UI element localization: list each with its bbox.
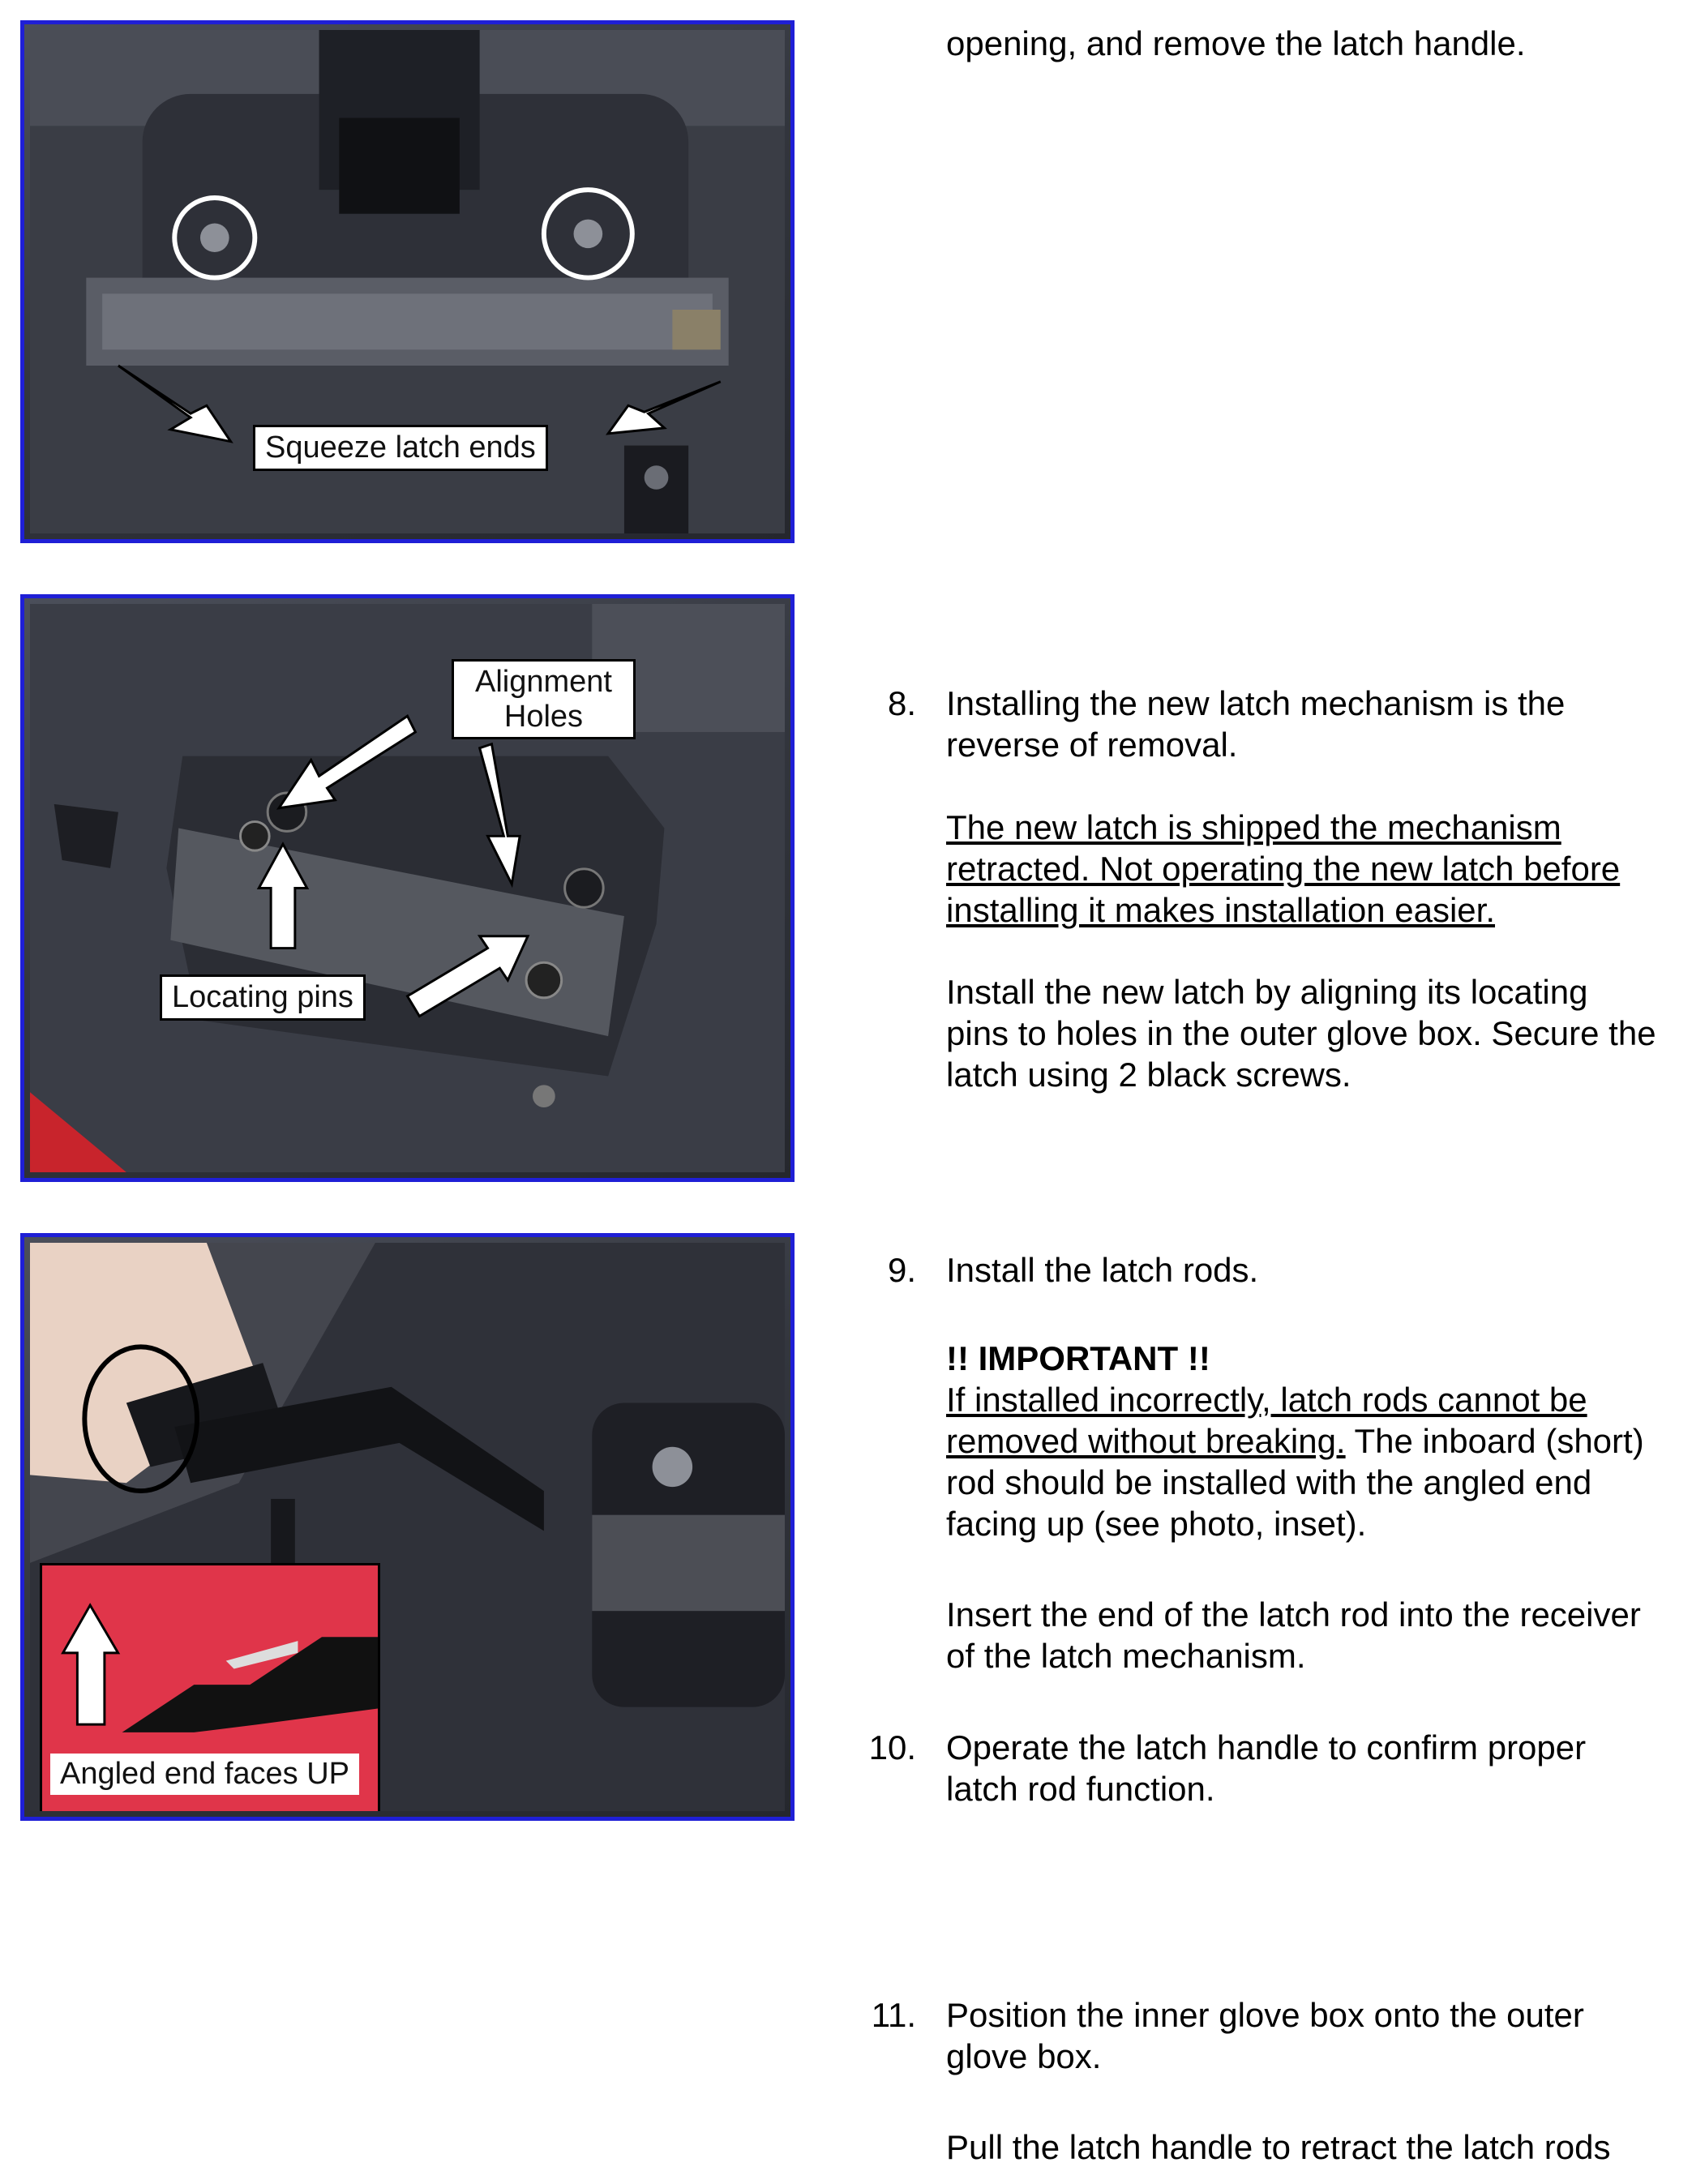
inset-angled-end <box>40 1563 380 1811</box>
photo-latch-removal <box>20 20 795 543</box>
photo-latch-rod-install <box>20 1233 795 1821</box>
step9-text: Install the latch rods. <box>946 1251 1259 1289</box>
callout-locating-pins: Locating pins <box>160 974 366 1021</box>
step11-number: 11. <box>871 1996 916 2034</box>
step8-text: Installing the new latch mechanism is the reverse of removal. <box>946 684 1566 764</box>
step9-warning-rest: The inboard (short) rod should be installed with the angled end facing up (see photo, inset). <box>946 1422 1644 1543</box>
step9-important: !! IMPORTANT !! <box>946 1339 1210 1377</box>
step11-text: Position the inner glove box onto the outer glove box. <box>946 1996 1584 2075</box>
step9-warning-underlined: If installed incorrectly, latch rods cannot be removed without breaking. <box>946 1381 1587 1460</box>
callout-squeeze-latch-ends: Squeeze latch ends <box>253 425 548 471</box>
callout-alignment-line2: Holes <box>503 699 584 734</box>
step8-note: The new latch is shipped the mechanism retracted. Not operating the new latch before installing it makes installation easier. <box>946 808 1621 929</box>
latch-alignment-illustration <box>30 604 785 1172</box>
step11-pull-text: Pull the latch handle to retract the latch rods <box>946 2128 1611 2166</box>
step9-insert-text: Insert the end of the latch rod into the receiver of the latch mechanism. <box>946 1595 1641 1675</box>
callout-alignment-line1: Alignment <box>475 665 612 699</box>
photo-new-latch-alignment <box>20 594 795 1182</box>
step9-warning <box>946 1379 1668 1544</box>
step10-number: 10. <box>868 1728 916 1766</box>
step8-install-text: Install the new latch by aligning its locating pins to holes in the outer glove box. Secure the latch using 2 black screws. <box>946 973 1656 1094</box>
continued-text: opening, and remove the latch handle. <box>946 24 1526 62</box>
step8-number: 8. <box>887 684 916 722</box>
callout-angled-end-faces-up: Angled end faces UP <box>50 1754 359 1795</box>
callout-alignment-holes <box>452 659 636 739</box>
step10-text: Operate the latch handle to confirm proper latch rod function. <box>946 1728 1587 1808</box>
step9-number: 9. <box>887 1251 916 1289</box>
